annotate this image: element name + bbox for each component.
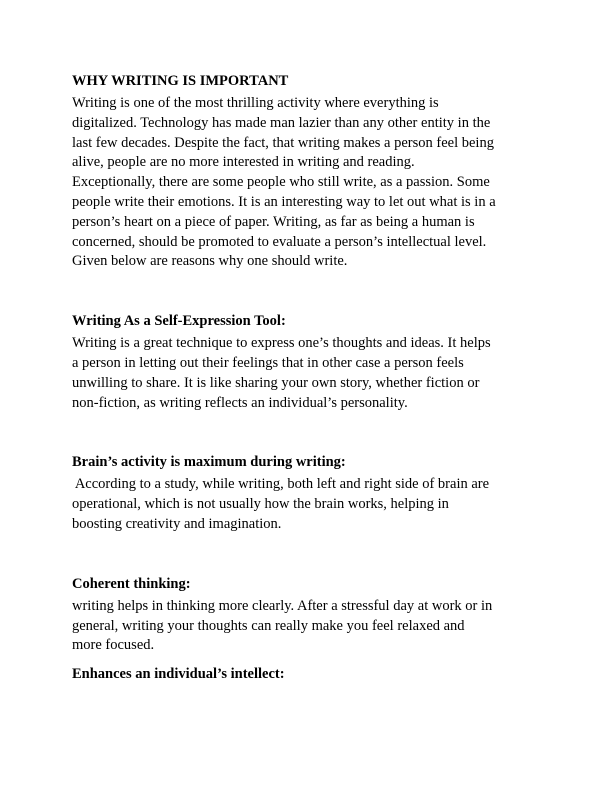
- document-title: WHY WRITING IS IMPORTANT: [72, 73, 289, 89]
- paragraph-line: writing helps in thinking more clearly. After a stressful day at work or in: [72, 597, 493, 614]
- intro-line: digitalized. Technology has made man lazier than any other entity in the: [72, 114, 491, 131]
- section-paragraph-brain-activity: [72, 475, 542, 534]
- document-body: [72, 72, 542, 687]
- intro-paragraph: [72, 94, 542, 272]
- section-paragraph-self-expression: [72, 334, 542, 413]
- intro-line: people write their emotions. It is an interesting way to let out what is in a: [72, 193, 496, 210]
- section-heading-coherent-thinking: Coherent thinking:: [72, 575, 191, 592]
- intro-line: Given below are reasons why one should write.: [72, 253, 348, 270]
- intro-line: alive, people are no more interested in writing and reading.: [72, 154, 415, 171]
- section-heading-intellect: Enhances an individual’s intellect:: [72, 666, 285, 683]
- paragraph-line: a person in letting out their feelings that in other case a person feels: [72, 354, 464, 371]
- intro-line: concerned, should be promoted to evaluate a person’s intellectual level.: [72, 233, 487, 250]
- intro-line: person’s heart on a piece of paper. Writing, as far as being a human is: [72, 213, 475, 230]
- paragraph-line: unwilling to share. It is like sharing your own story, whether fiction or: [72, 374, 480, 391]
- intro-line: last few decades. Despite the fact, that writing makes a person feel being: [72, 134, 494, 151]
- paragraph-line: more focused.: [72, 637, 155, 654]
- paragraph-line: boosting creativity and imagination.: [72, 515, 282, 532]
- section-heading-self-expression: Writing As a Self-Expression Tool:: [72, 313, 286, 330]
- intro-line: Writing is one of the most thrilling activity where everything is: [72, 95, 439, 111]
- paragraph-line: Writing is a great technique to express one’s thoughts and ideas. It helps: [72, 335, 491, 352]
- intro-line: Exceptionally, there are some people who still write, as a passion. Some: [72, 174, 490, 191]
- section-heading-brain-activity: Brain’s activity is maximum during writing:: [72, 454, 346, 471]
- paragraph-line: general, writing your thoughts can really make you feel relaxed and: [72, 617, 465, 634]
- paragraph-line: operational, which is not usually how the brain works, helping in: [72, 496, 449, 513]
- paragraph-line: non-fiction, as writing reflects an individual’s personality.: [72, 394, 408, 411]
- section-paragraph-coherent-thinking: [72, 597, 542, 656]
- paragraph-line: According to a study, while writing, both left and right side of brain are: [72, 476, 490, 493]
